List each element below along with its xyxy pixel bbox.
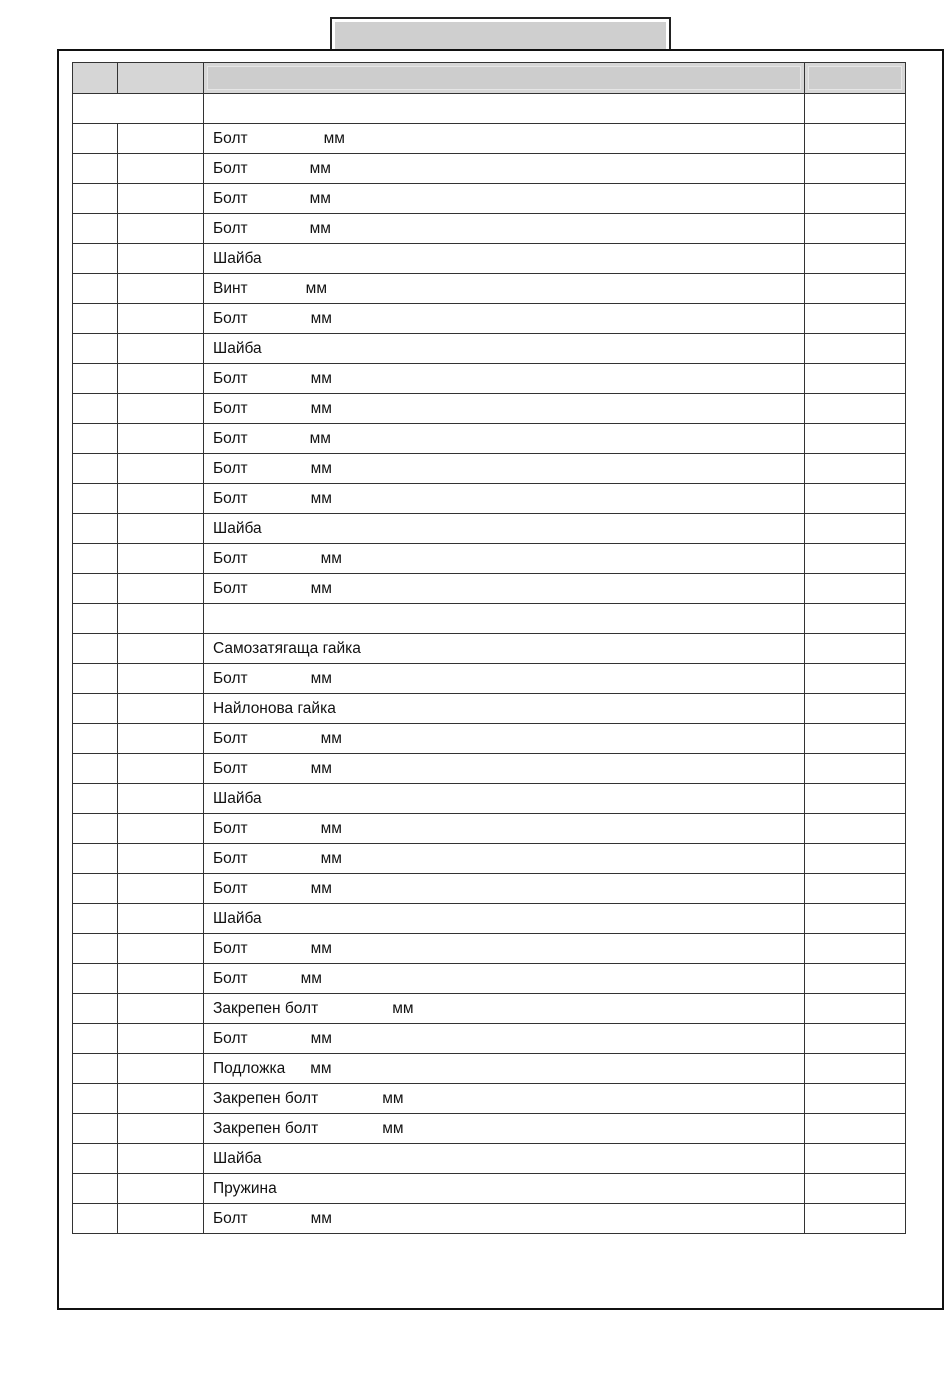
quantity-cell	[805, 964, 906, 994]
code-cell	[118, 634, 204, 664]
part-name-cell	[204, 334, 805, 364]
code-cell	[118, 1174, 204, 1204]
index-cell	[73, 124, 118, 154]
unit-label: мм	[382, 1089, 404, 1107]
unit-label: мм	[320, 819, 342, 837]
quantity-cell	[805, 514, 906, 544]
index-cell	[73, 364, 118, 394]
table-row	[73, 394, 906, 424]
part-name-cell	[204, 964, 805, 994]
table-row	[73, 364, 906, 394]
index-cell	[73, 1114, 118, 1144]
part-name: Закрепен болт	[213, 1119, 319, 1137]
index-cell	[73, 934, 118, 964]
code-cell	[118, 1114, 204, 1144]
table-row	[73, 184, 906, 214]
table-row	[73, 1114, 906, 1144]
part-name-cell	[204, 604, 805, 634]
part-name-cell	[204, 814, 805, 844]
table-row	[73, 844, 906, 874]
index-cell	[73, 634, 118, 664]
index-cell	[73, 574, 118, 604]
part-name: Шайба	[213, 519, 262, 537]
table-row	[73, 694, 906, 724]
index-cell	[73, 694, 118, 724]
quantity-cell	[805, 664, 906, 694]
index-cell	[73, 484, 118, 514]
table-row	[73, 604, 906, 634]
quantity-cell	[805, 544, 906, 574]
part-name-cell	[204, 634, 805, 664]
unit-label: мм	[310, 399, 332, 417]
unit-label: мм	[382, 1119, 404, 1137]
part-name-cell	[204, 784, 805, 814]
part-name-cell	[204, 1054, 805, 1084]
quantity-cell	[805, 1204, 906, 1234]
quantity-cell	[805, 484, 906, 514]
code-cell	[118, 154, 204, 184]
code-cell	[118, 184, 204, 214]
index-cell	[73, 814, 118, 844]
part-name: Болт	[213, 429, 248, 447]
part-name: Подложка	[213, 1059, 286, 1077]
table-row	[73, 1084, 906, 1114]
index-cell	[73, 424, 118, 454]
index-cell	[73, 754, 118, 784]
code-cell	[118, 814, 204, 844]
part-name-cell	[204, 904, 805, 934]
index-cell	[73, 784, 118, 814]
part-name-cell	[204, 244, 805, 274]
index-cell	[73, 334, 118, 364]
part-name: Пружина	[213, 1179, 277, 1197]
unit-label: мм	[310, 939, 332, 957]
table-row	[73, 1144, 906, 1174]
part-name: Шайба	[213, 789, 262, 807]
part-name-cell	[204, 994, 805, 1024]
part-name: Болт	[213, 819, 248, 837]
part-name-cell	[204, 1084, 805, 1114]
part-name: Болт	[213, 399, 248, 417]
table-row	[73, 124, 906, 154]
code-cell	[118, 514, 204, 544]
unit-label: мм	[310, 459, 332, 477]
table-row	[73, 424, 906, 454]
section-cell	[73, 94, 204, 124]
table-row	[73, 574, 906, 604]
table-row	[73, 964, 906, 994]
part-name-cell	[204, 1024, 805, 1054]
code-cell	[118, 124, 204, 154]
index-cell	[73, 664, 118, 694]
unit-label: мм	[309, 219, 331, 237]
table-row	[73, 1024, 906, 1054]
part-name: Болт	[213, 579, 248, 597]
quantity-cell	[805, 1084, 906, 1114]
quantity-cell	[805, 574, 906, 604]
part-name-cell	[204, 424, 805, 454]
index-cell	[73, 514, 118, 544]
part-name: Болт	[213, 219, 248, 237]
quantity-cell	[805, 904, 906, 934]
unit-label: мм	[310, 669, 332, 687]
part-name-cell	[204, 394, 805, 424]
table-row	[73, 634, 906, 664]
table-row	[73, 664, 906, 694]
index-cell	[73, 994, 118, 1024]
table-row	[73, 1054, 906, 1084]
unit-label: мм	[323, 129, 345, 147]
section-title-cell	[204, 94, 805, 124]
quantity-cell	[805, 634, 906, 664]
part-name-cell	[204, 124, 805, 154]
part-name: Болт	[213, 849, 248, 867]
parts-table	[72, 62, 906, 1234]
parts-table-body	[73, 94, 906, 1234]
code-cell	[118, 1204, 204, 1234]
table-row	[73, 304, 906, 334]
quantity-cell	[805, 214, 906, 244]
part-name-cell	[204, 214, 805, 244]
quantity-cell	[805, 154, 906, 184]
code-cell	[118, 694, 204, 724]
unit-label: мм	[320, 729, 342, 747]
part-name-cell	[204, 274, 805, 304]
table-row	[73, 154, 906, 184]
code-cell	[118, 874, 204, 904]
code-cell	[118, 844, 204, 874]
part-name-cell	[204, 304, 805, 334]
quantity-cell	[805, 844, 906, 874]
part-name: Болт	[213, 369, 248, 387]
part-name-cell	[204, 454, 805, 484]
index-cell	[73, 214, 118, 244]
index-cell	[73, 1174, 118, 1204]
code-cell	[118, 1054, 204, 1084]
part-name: Болт	[213, 879, 248, 897]
quantity-cell	[805, 784, 906, 814]
part-name-cell	[204, 184, 805, 214]
quantity-cell	[805, 1144, 906, 1174]
unit-label: мм	[392, 999, 414, 1017]
table-row	[73, 214, 906, 244]
quantity-cell	[805, 364, 906, 394]
table-row	[73, 1204, 906, 1234]
quantity-cell	[805, 694, 906, 724]
index-cell	[73, 1024, 118, 1054]
part-name: Шайба	[213, 1149, 262, 1167]
code-cell	[118, 484, 204, 514]
header-cell-description	[204, 63, 805, 94]
unit-label: мм	[310, 1209, 332, 1227]
unit-label: мм	[305, 279, 327, 297]
unit-label: мм	[309, 159, 331, 177]
unit-label: мм	[310, 759, 332, 777]
code-cell	[118, 214, 204, 244]
quantity-cell	[805, 1054, 906, 1084]
unit-label: мм	[310, 1059, 332, 1077]
part-name-cell	[204, 1144, 805, 1174]
part-name: Болт	[213, 129, 248, 147]
table-row	[73, 754, 906, 784]
index-cell	[73, 454, 118, 484]
code-cell	[118, 934, 204, 964]
quantity-cell	[805, 394, 906, 424]
unit-label: мм	[310, 879, 332, 897]
part-name: Болт	[213, 159, 248, 177]
part-name: Болт	[213, 969, 248, 987]
code-cell	[118, 754, 204, 784]
table-row	[73, 874, 906, 904]
part-name: Шайба	[213, 249, 262, 267]
table-header-row	[73, 63, 906, 94]
part-name: Найлонова гайка	[213, 699, 336, 717]
quantity-cell	[805, 994, 906, 1024]
part-name: Болт	[213, 1029, 248, 1047]
table-row	[73, 94, 906, 124]
table-row	[73, 904, 906, 934]
code-cell	[118, 544, 204, 574]
table-row	[73, 334, 906, 364]
part-name-cell	[204, 754, 805, 784]
code-cell	[118, 1084, 204, 1114]
quantity-cell	[805, 1024, 906, 1054]
index-cell	[73, 1054, 118, 1084]
quantity-cell	[805, 274, 906, 304]
table-row	[73, 724, 906, 754]
document-title-tab	[330, 17, 671, 49]
quantity-cell	[805, 124, 906, 154]
unit-label: мм	[310, 579, 332, 597]
index-cell	[73, 874, 118, 904]
part-name-cell	[204, 544, 805, 574]
unit-label: мм	[310, 489, 332, 507]
part-name: Болт	[213, 669, 248, 687]
part-name: Болт	[213, 729, 248, 747]
unit-label: мм	[320, 549, 342, 567]
index-cell	[73, 1144, 118, 1174]
part-name: Болт	[213, 939, 248, 957]
part-name-cell	[204, 934, 805, 964]
part-name-cell	[204, 1114, 805, 1144]
quantity-cell	[805, 1114, 906, 1144]
part-name-cell	[204, 724, 805, 754]
part-name: Болт	[213, 489, 248, 507]
unit-label: мм	[310, 309, 332, 327]
part-name: Болт	[213, 309, 248, 327]
table-row	[73, 814, 906, 844]
index-cell	[73, 544, 118, 574]
part-name: Закрепен болт	[213, 999, 319, 1017]
part-name: Болт	[213, 459, 248, 477]
part-name-cell	[204, 664, 805, 694]
table-row	[73, 1174, 906, 1204]
index-cell	[73, 1084, 118, 1114]
header-cell-quantity	[805, 63, 906, 94]
part-name: Болт	[213, 189, 248, 207]
header-cell-code	[118, 63, 204, 94]
quantity-cell	[805, 94, 906, 124]
table-row	[73, 784, 906, 814]
quantity-cell	[805, 724, 906, 754]
quantity-cell	[805, 754, 906, 784]
part-name: Болт	[213, 1209, 248, 1227]
unit-label: мм	[320, 849, 342, 867]
index-cell	[73, 274, 118, 304]
title-tab-fill	[335, 22, 666, 49]
part-name-cell	[204, 1174, 805, 1204]
code-cell	[118, 274, 204, 304]
part-name-cell	[204, 364, 805, 394]
index-cell	[73, 304, 118, 334]
code-cell	[118, 244, 204, 274]
quantity-cell	[805, 1174, 906, 1204]
part-name-cell	[204, 514, 805, 544]
table-row	[73, 484, 906, 514]
table-row	[73, 244, 906, 274]
code-cell	[118, 904, 204, 934]
part-name: Болт	[213, 549, 248, 567]
part-name-cell	[204, 1204, 805, 1234]
code-cell	[118, 604, 204, 634]
table-row	[73, 994, 906, 1024]
table-row	[73, 934, 906, 964]
table-row	[73, 544, 906, 574]
quantity-cell	[805, 184, 906, 214]
part-name-cell	[204, 874, 805, 904]
code-cell	[118, 994, 204, 1024]
part-name-cell	[204, 844, 805, 874]
part-name: Шайба	[213, 909, 262, 927]
index-cell	[73, 724, 118, 754]
header-cell-index	[73, 63, 118, 94]
index-cell	[73, 604, 118, 634]
unit-label: мм	[300, 969, 322, 987]
quantity-cell	[805, 244, 906, 274]
unit-label: мм	[309, 189, 331, 207]
code-cell	[118, 1144, 204, 1174]
code-cell	[118, 724, 204, 754]
code-cell	[118, 304, 204, 334]
quantity-cell	[805, 604, 906, 634]
part-name: Шайба	[213, 339, 262, 357]
code-cell	[118, 784, 204, 814]
part-name: Самозатягаща гайка	[213, 639, 361, 657]
index-cell	[73, 184, 118, 214]
code-cell	[118, 1024, 204, 1054]
quantity-cell	[805, 454, 906, 484]
table-row	[73, 274, 906, 304]
part-name-cell	[204, 574, 805, 604]
part-name-cell	[204, 484, 805, 514]
part-name: Винт	[213, 279, 248, 297]
unit-label: мм	[309, 429, 331, 447]
code-cell	[118, 574, 204, 604]
quantity-cell	[805, 304, 906, 334]
code-cell	[118, 424, 204, 454]
quantity-cell	[805, 334, 906, 364]
code-cell	[118, 364, 204, 394]
unit-label: мм	[310, 369, 332, 387]
code-cell	[118, 454, 204, 484]
unit-label: мм	[310, 1029, 332, 1047]
quantity-cell	[805, 814, 906, 844]
part-name: Закрепен болт	[213, 1089, 319, 1107]
index-cell	[73, 1204, 118, 1234]
code-cell	[118, 964, 204, 994]
index-cell	[73, 904, 118, 934]
index-cell	[73, 244, 118, 274]
index-cell	[73, 964, 118, 994]
part-name: Болт	[213, 759, 248, 777]
quantity-cell	[805, 424, 906, 454]
part-name-cell	[204, 154, 805, 184]
table-row	[73, 514, 906, 544]
table-row	[73, 454, 906, 484]
index-cell	[73, 844, 118, 874]
quantity-cell	[805, 874, 906, 904]
index-cell	[73, 154, 118, 184]
code-cell	[118, 664, 204, 694]
quantity-cell	[805, 934, 906, 964]
index-cell	[73, 394, 118, 424]
part-name-cell	[204, 694, 805, 724]
code-cell	[118, 394, 204, 424]
code-cell	[118, 334, 204, 364]
